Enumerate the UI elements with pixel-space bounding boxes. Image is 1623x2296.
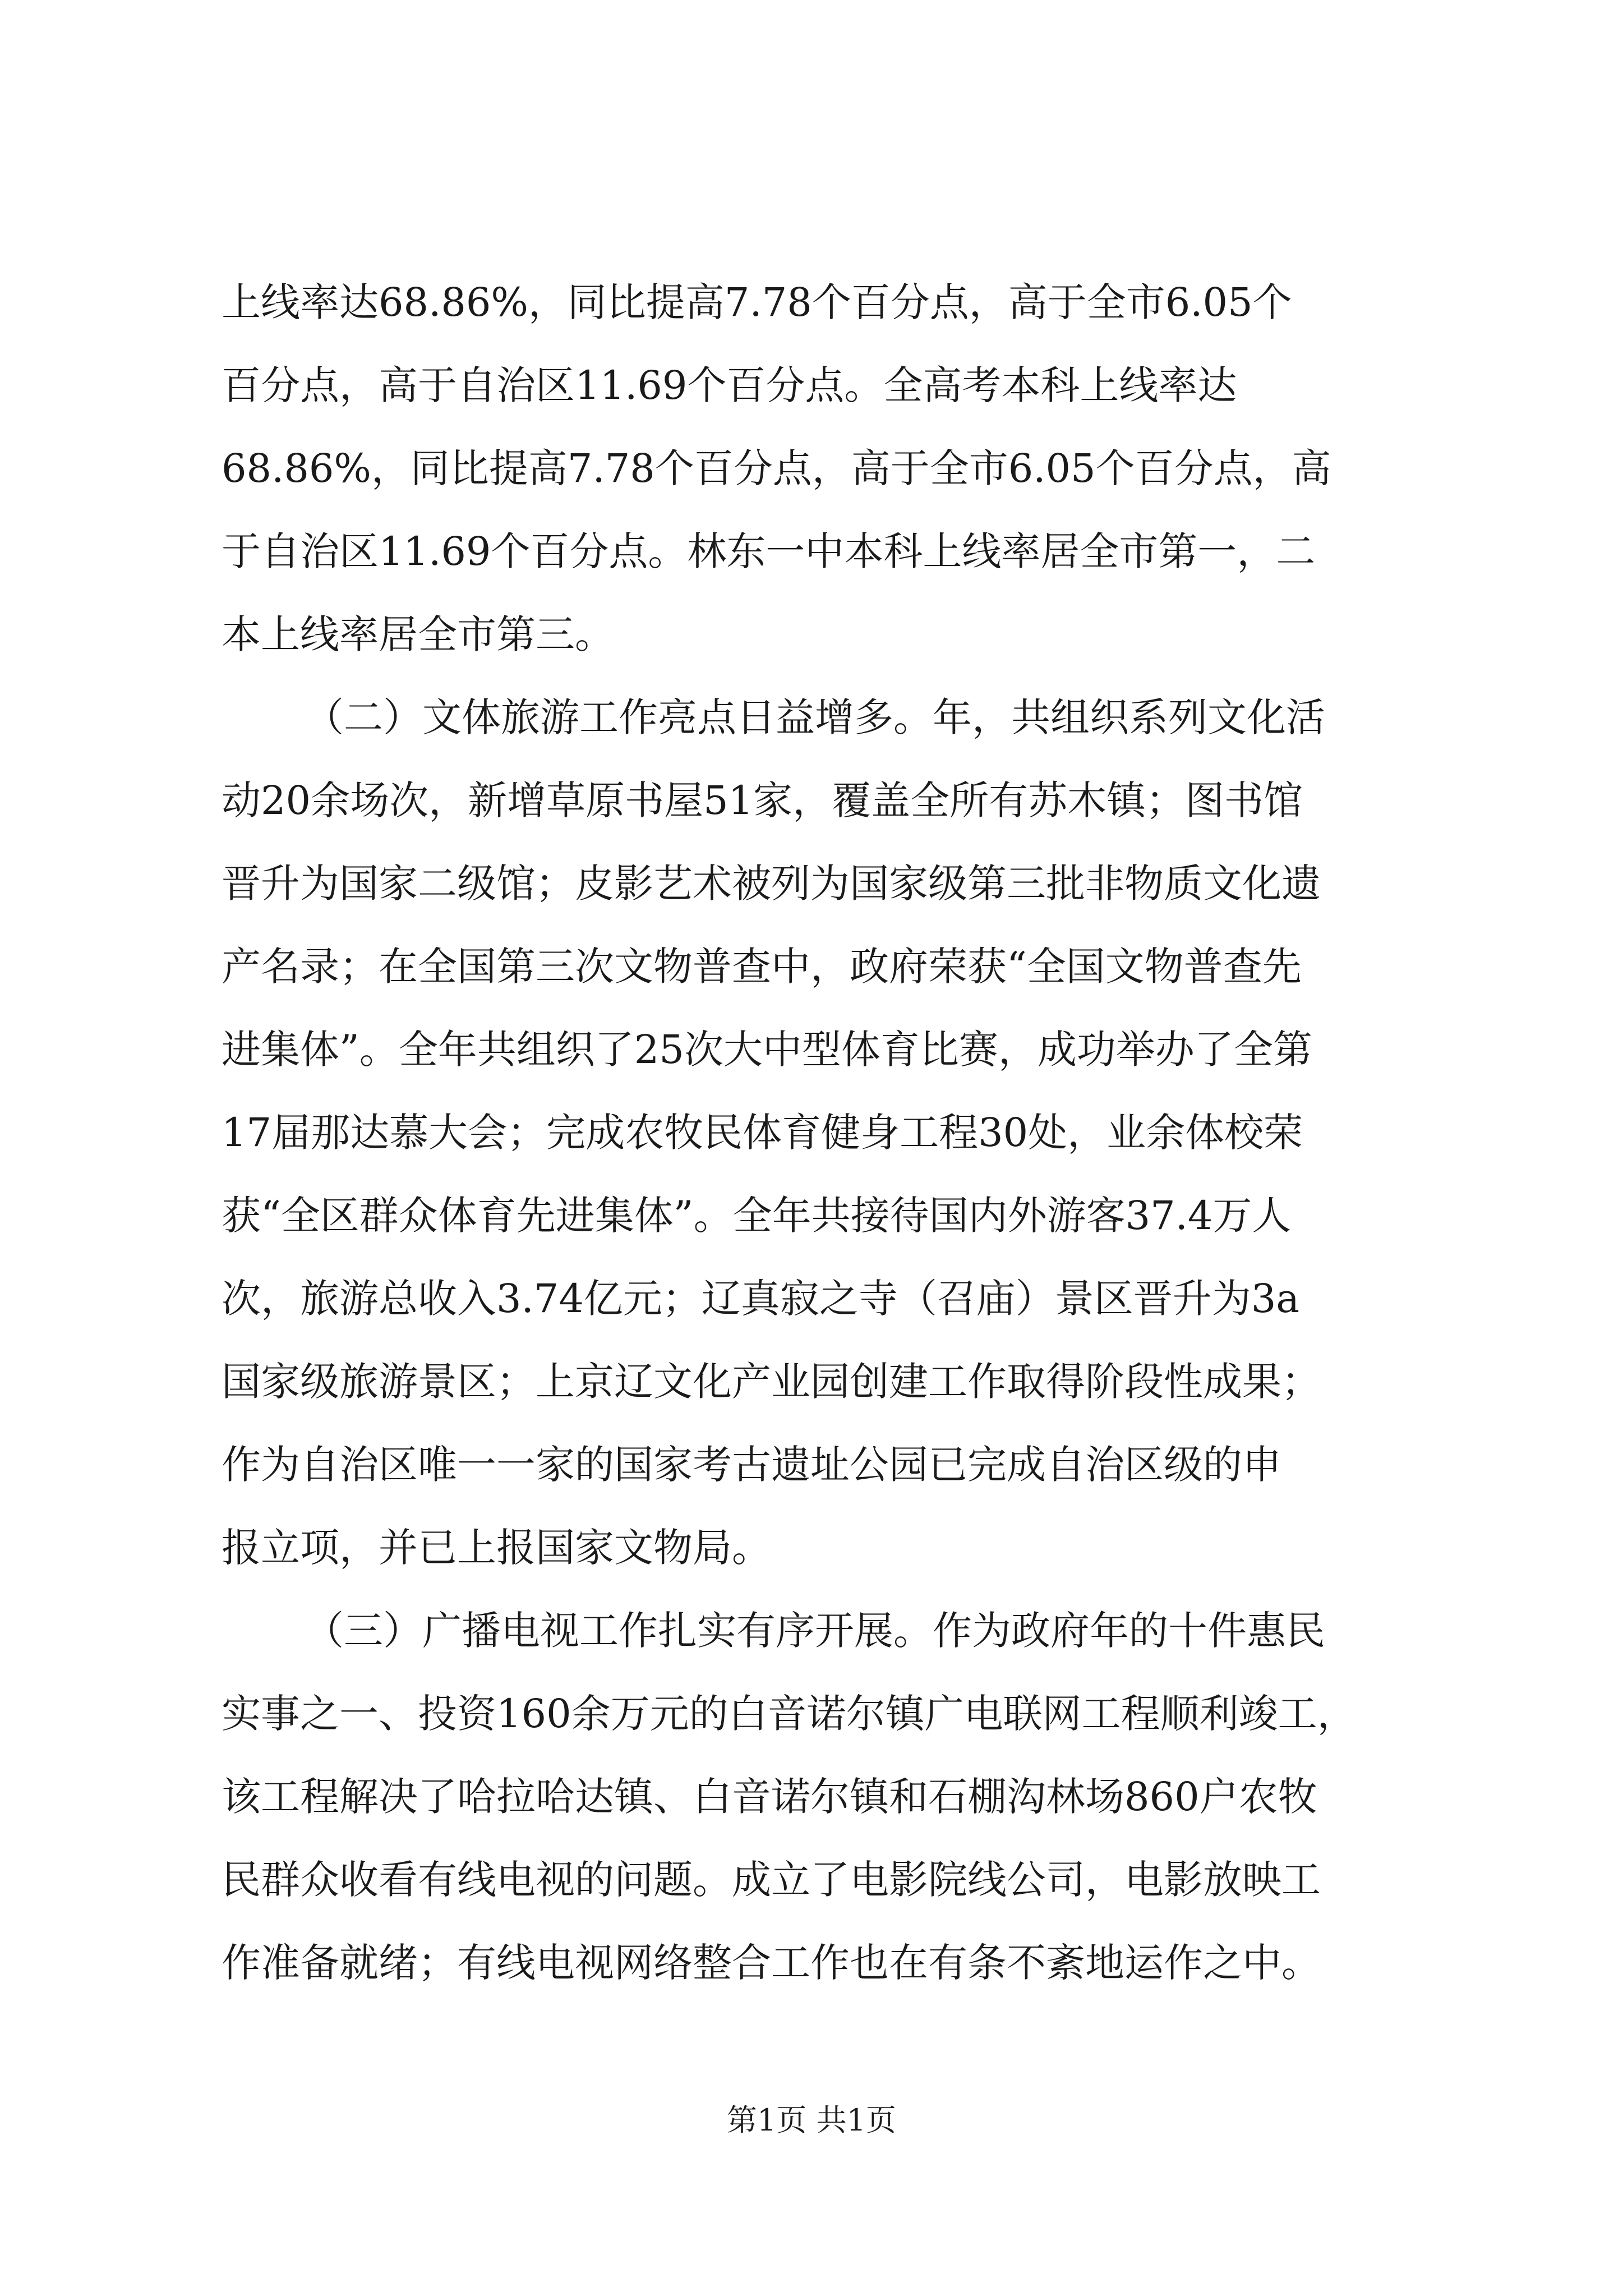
text-line: 作准备就绪；有线电视网络整合工作也在有条不紊地运作之中。 <box>222 1940 1321 1986</box>
text-line: 报立项，并已上报国家文物局。 <box>222 1525 771 1571</box>
text-line: 实事之一、投资160余万元的白音诺尔镇广电联网工程顺利竣工， <box>222 1691 1357 1737</box>
text-line: 产名录；在全国第三次文物普查中，政府荣获“全国文物普查先 <box>222 944 1302 990</box>
text-line: 本上线率居全市第三。 <box>222 611 614 657</box>
text-line: 晋升为国家二级馆；皮影艺术被列为国家级第三批非物质文化遗 <box>222 861 1321 907</box>
text-line: 上线率达68.86%，同比提高7.78个百分点，高于全市6.05个 <box>222 279 1292 325</box>
text-line: 进集体”。全年共组织了25次大中型体育比赛，成功举办了全第 <box>222 1027 1312 1073</box>
text-line: 68.86%，同比提高7.78个百分点，高于全市6.05个百分点，高 <box>222 445 1331 491</box>
text-line: 民群众收看有线电视的问题。成立了电影院线公司，电影放映工 <box>222 1857 1321 1903</box>
page-footer <box>0 2101 1623 2140</box>
page-number-label: 第1页 共1页 <box>727 2102 896 2138</box>
text-line: 该工程解决了哈拉哈达镇、白音诺尔镇和石棚沟林场860户农牧 <box>222 1774 1317 1820</box>
text-line: 国家级旅游景区；上京辽文化产业园创建工作取得阶段性成果； <box>222 1359 1321 1405</box>
text-line: 17届那达慕大会；完成农牧民体育健身工程30处，业余体校荣 <box>222 1110 1303 1156</box>
text-line: 作为自治区唯一一家的国家考古遗址公园已完成自治区级的申 <box>222 1442 1281 1488</box>
text-line: 获“全区群众体育先进集体”。全年共接待国内外游客37.4万人 <box>222 1193 1292 1239</box>
paragraph-start-line: （三）广播电视工作扎实有序开展。作为政府年的十件惠民 <box>305 1608 1325 1654</box>
paragraph-start-line: （二）文体旅游工作亮点日益增多。年，共组织系列文化活 <box>305 694 1325 740</box>
document-body <box>222 261 1436 2004</box>
text-line: 动20余场次，新增草原书屋51家，覆盖全所有苏木镇；图书馆 <box>222 777 1303 823</box>
text-line: 百分点，高于自治区11.69个百分点。全高考本科上线率达 <box>222 362 1237 408</box>
text-line: 于自治区11.69个百分点。林东一中本科上线率居全市第一，二 <box>222 528 1316 574</box>
text-line: 次，旅游总收入3.74亿元；辽真寂之寺（召庙）景区晋升为3a <box>222 1276 1300 1322</box>
